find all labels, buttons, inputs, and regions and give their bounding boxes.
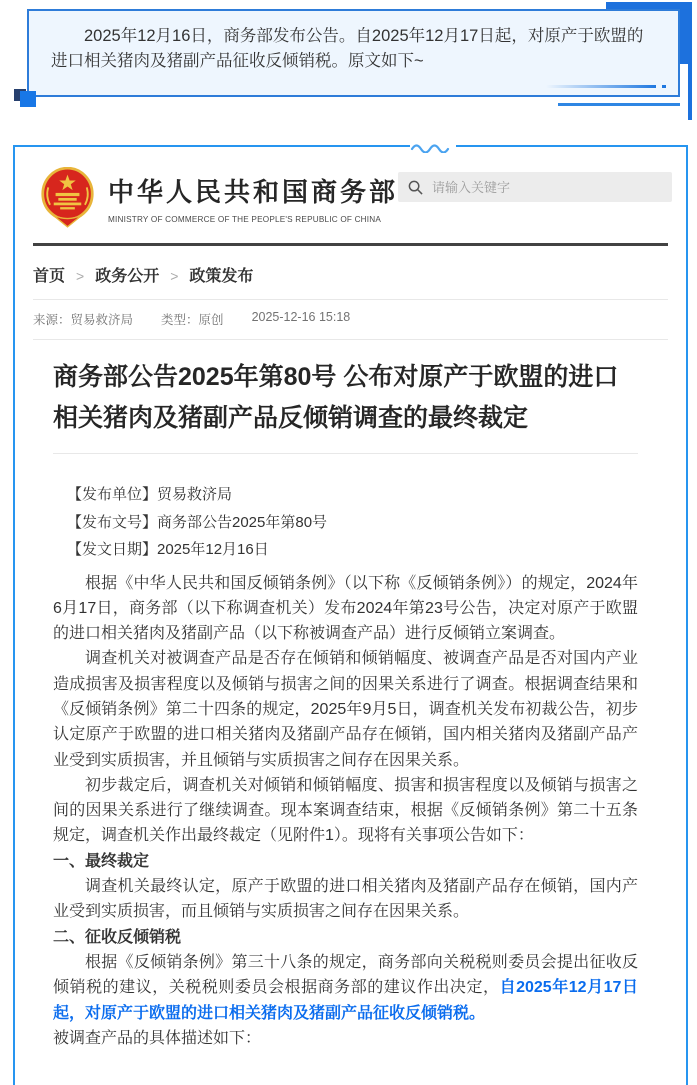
article-card <box>13 145 688 1085</box>
brand <box>40 167 398 228</box>
banner-text: 2025年12月16日，商务部发布公告。自2025年12月17日起，对原产于欧盟的进口相关猪肉及猪副产品征收反倾销税。原文如下~ <box>51 27 644 70</box>
article-paragraph: 根据《中华人民共和国反倾销条例》（以下称《反倾销条例》）的规定，2024年6月17日，商务部（以下称调查机关）发布2024年第23号公告，决定对原产于欧盟的进口相关猪肉及猪副产品（以下称被调查产品）进行反倾销立案调查。 <box>53 574 638 643</box>
brand-text <box>108 172 398 224</box>
breadcrumb-separator: > <box>76 268 85 284</box>
section-heading: 二、征收反倾销税 <box>53 928 182 946</box>
publish-info <box>53 481 638 564</box>
article-paragraph: 初步裁定后，调查机关对倾销和倾销幅度、损害和损害程度以及倾销与损害之间的因果关系进行了继续调查。现本案调查结束，根据《反倾销条例》第二十五条规定，调查机关作出最终裁定（见附件1）。现将有关事项公告如下： <box>53 776 638 845</box>
title-divider <box>53 453 638 454</box>
site-subtitle: MINISTRY OF COMMERCE OF THE PEOPLE'S REPUBLIC OF CHINA <box>108 214 382 224</box>
section-heading: 一、最终裁定 <box>53 852 150 870</box>
breadcrumb-item[interactable]: 首页 <box>33 268 66 285</box>
breadcrumb-item[interactable]: 政务公开 <box>95 268 160 285</box>
publish-info-line: 【发布单位】贸易救济局 <box>67 486 233 503</box>
publish-info-line: 【发布文号】商务部公告2025年第80号 <box>67 513 328 531</box>
divider <box>33 339 668 340</box>
article-paragraph: 调查机关对被调查产品是否存在倾销和倾销幅度、被调查产品是否对国内产业造成损害及损害程度以及倾销与损害之间的因果关系进行了调查。根据调查结果和《反倾销条例》第二十四条的规定，2025年9月5日，调查机关发布初裁公告，初步认定原产于欧盟的进口相关猪肉及猪副产品存在倾销，国内相关猪肉及猪副产品产业受到实质损害，并且倾销与实质损害之间存在因果关系。 <box>53 650 638 769</box>
banner-right-bar-decoration <box>688 2 692 120</box>
article-paragraph: 调查机关最终认定，原产于欧盟的进口相关猪肉及猪副产品存在倾销，国内产业受到实质损害，而且倾销与实质损害之间存在因果关系。 <box>53 878 638 921</box>
breadcrumb <box>15 246 686 299</box>
announcement-banner <box>27 9 680 97</box>
wave-decoration <box>410 141 456 153</box>
site-title: 中华人民共和国商务部 <box>108 176 399 207</box>
breadcrumb-item[interactable]: 政策发布 <box>189 268 254 285</box>
highlighted-text: 自2025年12月17日起，对原产于欧盟的进口相关猪肉及猪副产品征收反倾销税。 <box>53 979 638 1022</box>
banner-underline-decoration <box>558 103 680 106</box>
search-icon <box>408 180 423 195</box>
search-box[interactable] <box>398 172 672 202</box>
article-body <box>15 357 686 1081</box>
meta-datetime: 2025-12-16 15:18 <box>251 310 351 324</box>
article-title: 商务部公告2025年第80号 公布对原产于欧盟的进口相关猪肉及猪副产品反倾销调查的最终裁定 <box>53 363 619 432</box>
meta-type: 类型：原创 <box>161 313 224 327</box>
article-paragraphs <box>53 571 638 1052</box>
meta-source: 来源：贸易救济局 <box>33 313 134 327</box>
publish-info-line: 【发文日期】2025年12月16日 <box>67 541 269 558</box>
banner-gradient-line-decoration <box>546 85 656 88</box>
article-paragraph: 被调查产品的具体描述如下： <box>53 1029 262 1047</box>
banner-square-bright-decoration <box>20 91 36 107</box>
national-emblem-icon <box>40 167 95 228</box>
breadcrumb-separator: > <box>170 268 179 284</box>
banner-dot-decoration <box>662 85 666 88</box>
article-paragraph: 根据《反倾销条例》第三十八条的规定，商务部向关税税则委员会提出征收反倾销税的建议，关税税则委员会根据商务部的建议作出决定，自2025年12月17日起，对原产于欧盟的进口相关猪肉及猪副产品征收反倾销税。 <box>53 953 638 1022</box>
site-header <box>15 147 686 228</box>
search-input[interactable] <box>432 180 662 195</box>
banner-box <box>27 9 680 97</box>
article-meta <box>15 300 686 339</box>
